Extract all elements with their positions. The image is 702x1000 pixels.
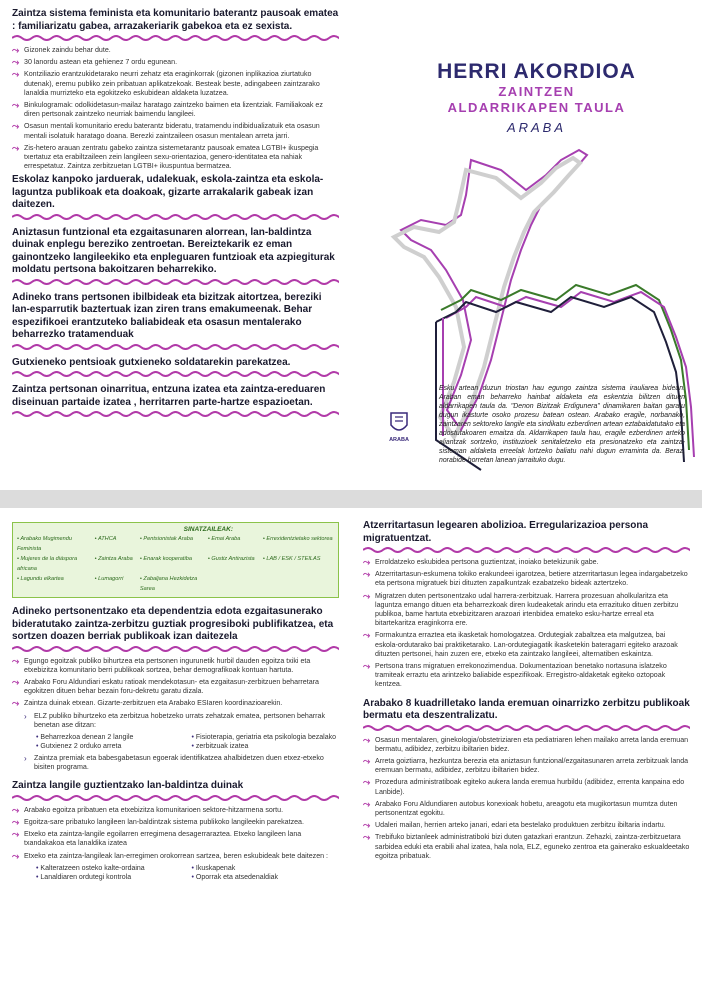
list-item-text: Arabako Foru Aldundiaren autobus konexioak hobetu, areagotu eta mugikortasun mumtza duten pertsonentzat egokitu.	[375, 799, 678, 818]
wave-arrow-icon: ⤳	[12, 850, 20, 861]
wave-arrow-icon: ⤳	[363, 832, 371, 843]
list-item	[363, 833, 690, 861]
wave-arrow-icon: ⤳	[12, 804, 20, 815]
wave-arrow-icon: ⤳	[363, 798, 371, 809]
chevron-right-icon: ›	[24, 753, 27, 763]
cover-title: HERRI AKORDIOA	[437, 60, 636, 83]
panel-claims-bottom-left	[0, 508, 351, 1000]
signer-item: • Errexidentzietako sektorea	[263, 534, 334, 554]
heading-worker-conditions: Zaintza langile guztientzako lan-baldintza duinak	[12, 780, 244, 792]
wave-arrow-icon: ⤳	[12, 57, 20, 68]
list-item-text: Udaleri mailan, herrien arteko janari, edari eta bestelako produktuen zerbitzu ibiltaria indartu.	[375, 821, 666, 830]
list-item	[12, 122, 339, 140]
list-item	[12, 678, 339, 696]
signers-list	[17, 534, 334, 594]
list-item-text: Arabako Foru Aldundiari eskatu ratioak mendekotasun- eta ezgaitasun-zerbitzuen beharretara egokitzen dituen behar bezain foru-dekretu garatu dizala.	[24, 677, 319, 696]
wave-divider	[12, 343, 339, 351]
signer-item: • Zabaljana Hezkidetza Sarea	[140, 574, 208, 594]
wave-arrow-icon: ⤳	[363, 557, 371, 567]
signer-item: • Zaintza Araba	[95, 554, 140, 574]
signer-item: • Lumagorri	[95, 574, 140, 594]
wave-arrow-icon: ⤳	[12, 698, 20, 709]
list-item	[363, 821, 690, 830]
bullet-item: • Lanaldiaren ordutegi kontrola	[36, 873, 184, 882]
signer-item: • Arabako Mugimendu Feminista	[17, 534, 95, 554]
list-item-text: Osasun mentali komunitario eredu baterantz bideratu, tratamendu indibidualizatuik eta osasun mentali isolatuik haratago doana. Berezki zaintzaileen osasun mentalean arreta jarri.	[24, 122, 320, 140]
panel-cover	[351, 0, 702, 490]
sub-item	[24, 712, 339, 730]
cover-title-block	[381, 60, 692, 135]
list-item-text: Arreta goiztiarra, hezkuntza berezia eta aniztasun funtzional/ezgaitasunaren arreta zerbitzuak landa eremuan bermatu, adibidez, zerbitzu ibiltarien bidez.	[375, 757, 689, 775]
wave-divider	[12, 34, 339, 42]
list-item-text: Etxeko eta zaintza-langileak lan-erregimen orokorrean sartzea, beren eskubideak bete daitezen :	[24, 851, 329, 860]
list-item	[12, 70, 339, 98]
sub-item-text: ELZ publiko bihurtzeko eta zerbitzua hobetzeko urrats zehatzak ematea, pertsonen beharrak benetan ase ditzan:	[34, 711, 326, 729]
list-item-text: Trebifuko biztanleek administratiboki bizi duten gatazkari erantzun. Zehazki, zaintza-zerbitzuetara sarbidea eduki eta erabili ahal izatea, hala nola, ELZ, eguneko zentroa eta gainerako eskualdeetako egoitza pribatuak.	[375, 833, 690, 860]
wave-divider	[12, 794, 339, 802]
list-item	[363, 558, 690, 567]
signer-item: • Emai Araba	[208, 534, 263, 554]
list-item	[12, 699, 339, 708]
wave-divider	[12, 370, 339, 378]
wave-arrow-icon: ⤳	[363, 756, 371, 767]
list-item	[363, 631, 690, 659]
araba-logo	[386, 411, 412, 443]
list-item-text: Prozedura administratiboak egiteko aukera landa eremua hurbildu (adibidez, errenta kanpaina edo Lanbide).	[375, 778, 685, 796]
heading-after-school: Eskolaz kanpoko jarduerak, udalekuak, eskola-zaintza eta eskola-laguntza publikoak eta doakoak, gizarte arrakalarik gabeak izan daitezen.	[12, 174, 324, 211]
heading-person-centered-care: Zaintza pertsonan oinarritua, entzuna izatea eta zaintza-ereduaren diseinuan partaide izatea , herritarren parte-hartze espazioetan.	[12, 384, 326, 408]
wave-arrow-icon: ⤳	[363, 777, 371, 788]
araba-logo-text: ARABA	[389, 437, 409, 443]
heading-publicize-care-services: Adineko pertsonentzako eta dependentzia edota ezgaitasunerako bideratutako zaintza-zerbitzu guztiak progresiboki publifikatzea, eta sortzen doazen berriak publikoak izan daitezela	[12, 606, 334, 642]
shield-icon	[389, 411, 409, 435]
wave-divider	[12, 278, 339, 286]
list-item	[12, 806, 339, 815]
list-item-text: Migratzen duten pertsonentzako udal harrera-zerbitzuak. Harrera prozesuan aholkularitza eta laguntza emango dituen eta beharrezkoak diren kudeaketak arindu eta errazituko dituen zerbitzu publikoa, bame hartuta etxebizitzaren arazoari irtenbidea emateko esku-hartze erreal eta bitartekaritza eraginkorra ere.	[375, 591, 679, 628]
heading-feminist-care: Zaintza sistema feminista eta komunitario baterantz pausoak ematea : familiarizatu gabea, arrazakeriarik gabekoa eta ez sexista.	[12, 8, 339, 32]
list-item	[12, 818, 339, 827]
signer-item: • ATHCA	[95, 534, 140, 554]
list-item-text: Formakuntza erraztea eta ikasketak homologatzea. Ordutegiak zabaltzea eta malgutzea, bai eskola-ordutarako bai praktiketarako. Lan-ordutegiagatik ikasketekin bateragarri egiteko arazoak dituzten pertsonei, hain zuzen ere, etxeko eta zaintzako langileei, alternatiben eskaintza.	[375, 631, 678, 658]
list-item	[363, 778, 690, 796]
wave-arrow-icon: ⤳	[12, 45, 20, 55]
signers-box	[12, 522, 339, 598]
wave-arrow-icon: ⤳	[12, 676, 20, 687]
wave-arrow-icon: ⤳	[12, 817, 20, 828]
heading-functional-diversity: Aniztasun funtzional eta ezgaitasunaren alorrean, lan-baldintza duinak enplegu bereziko zentroetan. Bereiztekarik ez eman gainontzeko langileekiko eta enpleguaren funtzioak eta azpiegiturak moldatu pertsona bakoitzaren beharrekiko.	[12, 226, 335, 276]
panel-claims-top-left	[0, 0, 351, 490]
wave-arrow-icon: ⤳	[12, 121, 20, 132]
sub-item-text: Zaintza premiak eta babesgabetasun egoerak identifikatzea ahalbidetzen duen etxez-etxeko bisiten programa.	[34, 753, 324, 772]
wave-arrow-icon: ⤳	[363, 734, 371, 745]
list-item-text: Gizonek zaindu behar dute.	[24, 46, 111, 54]
bullet-item: • zerbitzuak izatea	[192, 742, 340, 751]
list-item-text: 30 lanordu astean eta gehienez 7 ordu egunean.	[24, 58, 178, 67]
signer-item: • Gustiz Antirazista	[208, 554, 263, 574]
wave-arrow-icon: ⤳	[12, 142, 20, 153]
bullet-item: • Ikuskapenak	[192, 864, 340, 873]
list-item	[12, 46, 339, 55]
list-item	[363, 800, 690, 818]
list-item-text: Egoitza-sare pribatuko langileen lan-baldintzak sistema publikoko langileekin parekatzea.	[24, 818, 304, 827]
list-item-text: Osasun mentalaren, ginekologia/obstetriziaren eta pediatriaren lehen mailako arreta landa eremuan bermatu, adibidez, zerbitzu ibiltarien bidez.	[375, 735, 689, 753]
list-item-text: Atzerritartasun-eskumena tokiko erakundeei igarotzea, betiere atzerritartasun legea indargabetzeko eta pertsona migratuek bizi dituzten zapalkuntzak ezabatzeko bideak aztertzeko.	[375, 570, 688, 588]
bullet-grid	[36, 864, 339, 882]
wave-arrow-icon: ⤳	[12, 69, 20, 80]
wave-divider	[12, 410, 339, 418]
list-item	[363, 592, 690, 629]
list-item-text: Zaintza duinak etxean. Gizarte-zerbitzuen eta Arabako ESIaren koordinazioarekin.	[24, 699, 283, 708]
wave-divider	[363, 546, 690, 554]
list-item	[363, 570, 690, 588]
wave-divider	[363, 724, 690, 732]
signer-item: • LAB / ESK / STEILAS	[263, 554, 334, 574]
list-item	[12, 58, 339, 67]
heading-rural-services: Arabako 8 kuadrilletako landa eremuan oinarrizko zerbitzu publikoak bermatu eta deszentralizatu.	[363, 697, 690, 722]
list-item	[12, 657, 339, 675]
bullet-item: • Fisioterapia, geriatria eta psikologia bezalako	[192, 733, 340, 742]
wave-arrow-icon: ⤳	[363, 661, 371, 672]
list-item-text: Zis-hetero arauan zentratu gabeko zaintza sistemetarantz pausoak ematea LGTBI+ ikuspegia txertatuz eta erabiltzaileen zein langileen sexu-orientazioa, genero-identitatea eta nahiak errespetatuz. Zaintza zerbitzuetan LGTBI+ ikuspuntua bermatzea.	[24, 143, 319, 171]
signers-title: SINATZAILEAK:	[183, 526, 233, 533]
heading-pensions: Gutxieneko pentsioak gutxieneko soldatarekin parekatzea.	[12, 356, 291, 368]
cover-subtitle-2: ALDARRIKAPEN TAULA	[447, 100, 626, 115]
list-item-text: Kontziliazio erantzukidetarako neurri zehatz eta eraginkorrak (gizonen inplikazioa ziurtatuko dutenak), eremu publiko zein pribatuan aplikatzekoak. Besteak beste, adingabeen zaintzarako lanaldia murrizteko eta egokitzeko eskubidean aldaketa luzatzea.	[24, 70, 320, 97]
chevron-right-icon: ›	[24, 711, 27, 721]
panel-claims-bottom-right	[351, 508, 702, 1000]
heading-trans-elders: Adineko trans pertsonen ibilbideak eta bizitzak aitortzea, bereziki lan-esparrutik baztertuak izan ziren trans emakumeenak. Behar espezifikoei erantzuteko baliabideak eta osasun mentalerako beharrezko tratamenduak	[12, 291, 322, 341]
signer-item: • Lagundu elkartea	[17, 574, 95, 594]
list-item	[363, 736, 690, 754]
wave-arrow-icon: ⤳	[12, 100, 20, 111]
signer-item: • Enarak kooperatiba	[140, 554, 208, 574]
list-item	[363, 757, 690, 775]
cover-subtitle-1: ZAINTZEN	[498, 84, 575, 99]
heading-immigration-law: Atzerritartasun legearen abolizioa. Erregularizazioa persona migratuentzat.	[363, 520, 649, 544]
wave-arrow-icon: ⤳	[363, 569, 371, 580]
list-item	[363, 662, 690, 690]
wave-arrow-icon: ⤳	[363, 820, 371, 831]
wave-divider	[12, 645, 339, 653]
wave-divider	[12, 213, 339, 221]
bullet-item: • Beharrezkoa denean 2 langile	[36, 733, 184, 742]
cover-region: ARABA	[506, 120, 567, 135]
list-item	[12, 830, 339, 848]
bullet-grid	[36, 733, 339, 751]
cover-intro-text: Esku artean duzun triostan hau egungo zaintza sistema irauliarea bidean. Araban eman beharreko hainbat aldaketa eta eskentzia bilitzen dituen aldarrikapen taula da. "Denon Bizitzak Erdigunera" dinamikaren baitan garatu dugun ikasturte osoko prozesu batean ostean. Arabako eragile, norbanako, zaintzaren sektoreko langile eta sindikatu ezberdinen artean eztabaidatutako eta adostutakoaren emaitza da. Aldarrikapen taula hau, eragile ezberdinen arteko aliantzak sortzeko, instituzioek senitaletzeko eta presionatzeko eta zaintza-sisteman aldaketa erreelak lortzeko baliatu nahi dugun erraminta da. Beraz, norabide horretan lanean jarraituko dugu.	[439, 385, 685, 464]
wave-arrow-icon: ⤳	[363, 630, 371, 641]
list-item-text: Pertsona trans migratuen errekonozimendua. Dokumentazioan benetako nortasuna islatzeko tramiteak erraztu eta arintzeko baliabide espezifikoak. Erregistro-aldaketak egiteko oztopoak kentzea.	[375, 662, 667, 689]
list-item-text: Arabako egoitza pribatuen eta etxebizitza komunitarioen sektore-hitzarmena sortu.	[24, 805, 284, 814]
list-item-text: Egungo egoitzak publiko bihurtzea eta pertsonen ingurunetik hurbil dauden egoitza txiki eta etxebizitza komunitario berri publikoak sortzea, behar demografikoak kontuan hartuta.	[24, 656, 311, 674]
wave-arrow-icon: ⤳	[12, 655, 20, 666]
sub-item	[24, 754, 339, 772]
bullet-item: • Gutxienez 2 orduko arreta	[36, 742, 184, 751]
list-item-text: Etxeko eta zaintza-langile egoilarren erregimena desagerraraztea. Etxeko langileen lana txandakakoa eta lanaldika izatea	[24, 830, 302, 848]
list-item-text: Binkulogramak: odolkidetasun-mailaz haratago zaintzeko baimen eta lizentziak. Familiakoak ez diren pertsonak zaintzeko neurriak baimendu langileei.	[24, 101, 323, 119]
list-item-text: Erroldatzeko eskubidea pertsona guztientzat, inoiako betekizunik gabe.	[375, 558, 599, 566]
list-item	[12, 852, 339, 861]
wave-arrow-icon: ⤳	[363, 590, 371, 601]
signer-item: • Pentsionistak Araba	[140, 534, 208, 554]
signer-item: • Mujeres de la diáspora africana	[17, 554, 95, 574]
bullet-item: • Kalteratzeen osteko kalte-ordaina	[36, 864, 184, 873]
list-item	[12, 101, 339, 119]
list-item	[12, 144, 339, 172]
bullet-item: • Oporrak eta atsedenaldiak	[192, 873, 340, 882]
wave-arrow-icon: ⤳	[12, 829, 20, 840]
